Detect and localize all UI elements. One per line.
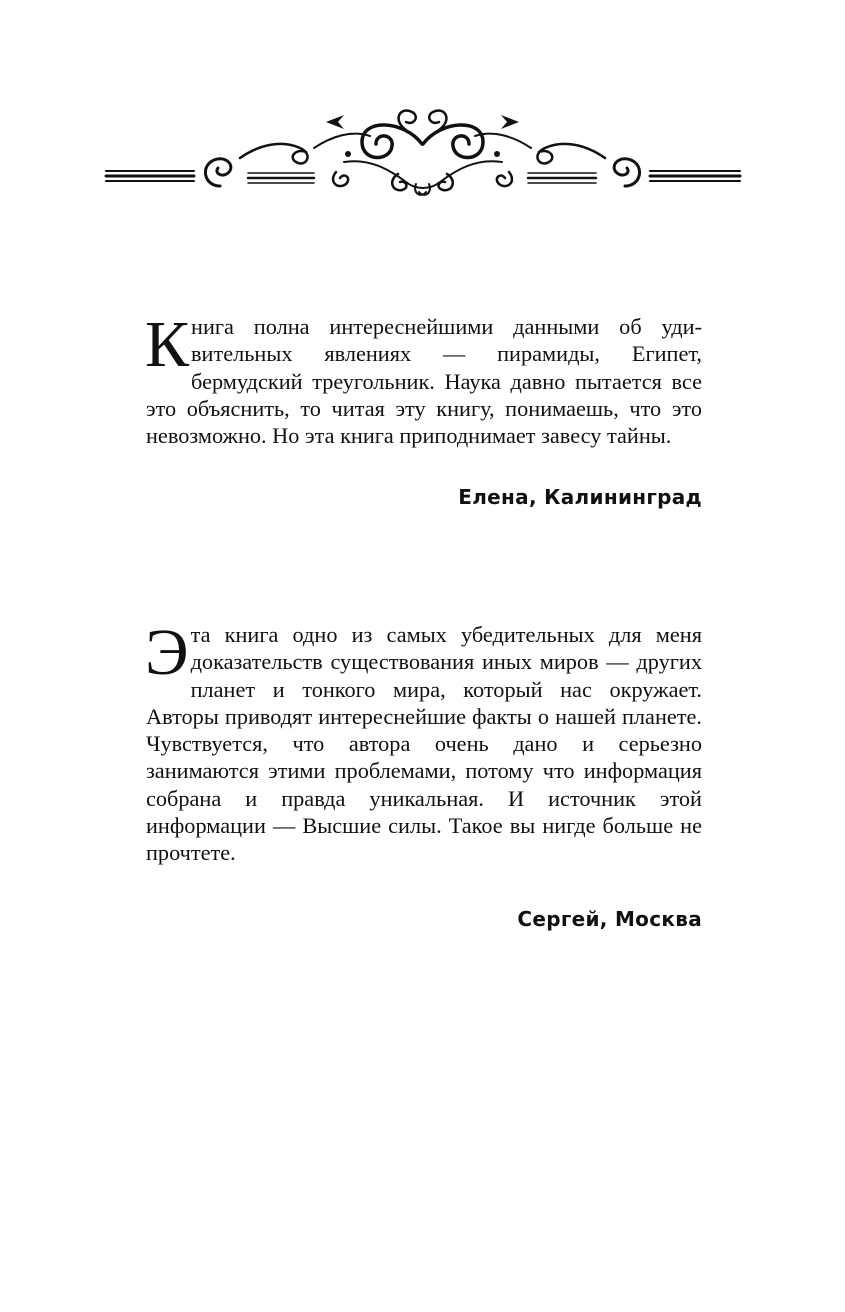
review-author: Сергей, Москва [517, 906, 702, 931]
review-body: та книга одно из самых убедительных для меня доказательств существования иных миров — других планет и тонкого мира, который нас окружает. Авторы приводят интереснейшие факты о нашей планете. Чувствуется, что автора очень дано и серьезно занимаются этими проблемами, потому что информация собрана и правда уникальная. И источник этой информации — Высшие силы. Такое вы нигде больше не прочтете. [146, 622, 702, 866]
drop-cap: Э [145, 616, 189, 689]
review-body: нига полна интереснейшими данными об удивительных явлениях — пирамиды, Египет, бермудский треугольник. Наука давно пытается все это объяснить, то читая эту книгу, понимаешь, что это невозможно. Но эта книга приподнимает завесу тайны. [146, 314, 702, 449]
review-text [145, 616, 702, 867]
review-author: Елена, Калининград [458, 485, 702, 510]
flourish-divider-icon [100, 100, 745, 200]
review-sergey [145, 616, 702, 931]
review-elena [145, 308, 702, 510]
review-text [145, 308, 702, 449]
drop-cap: К [145, 308, 190, 381]
